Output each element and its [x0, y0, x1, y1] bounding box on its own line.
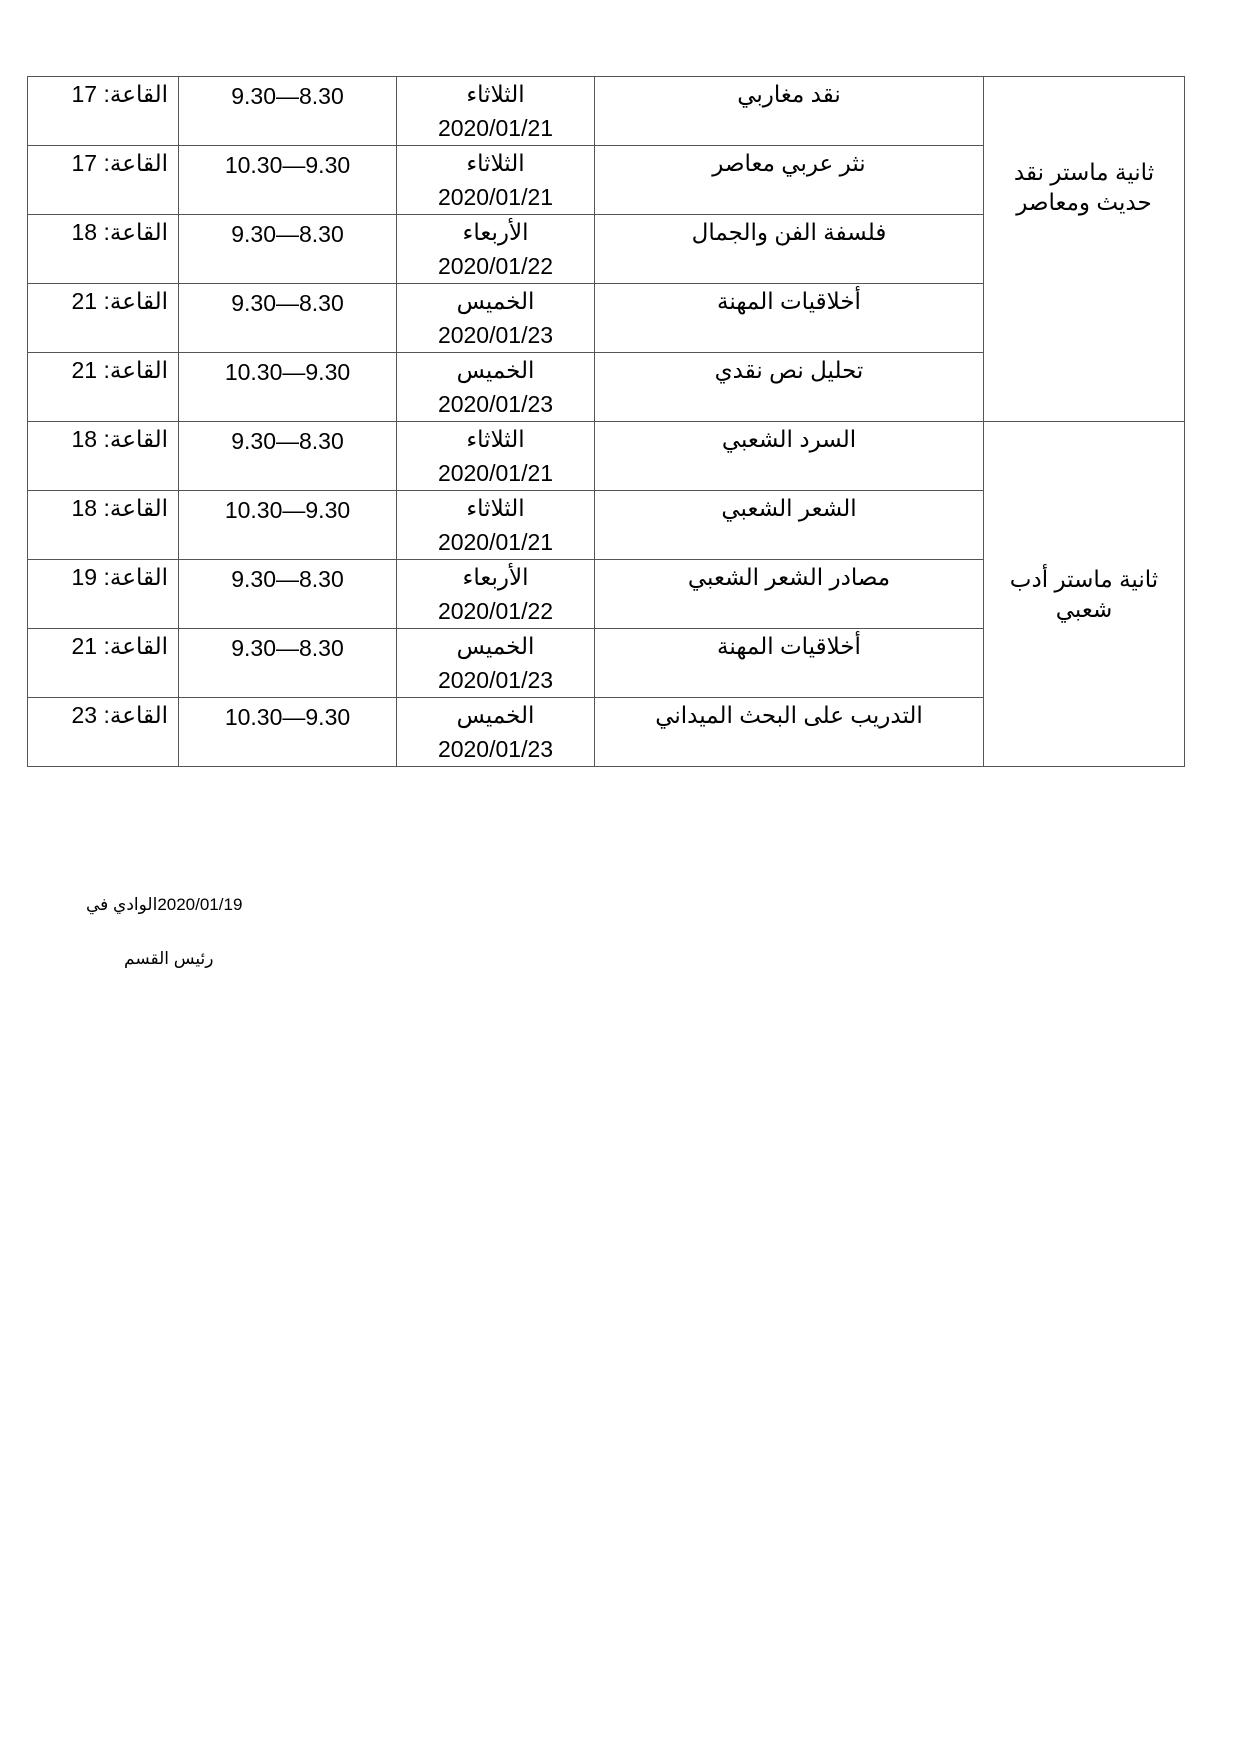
time-range: 9.30—8.30: [231, 428, 344, 454]
time-range: 10.30—9.30: [224, 704, 351, 730]
room-label: القاعة: 23: [71, 702, 168, 728]
subject-cell: مصادر الشعر الشعبي: [595, 560, 984, 629]
room-label: القاعة: 17: [71, 150, 168, 176]
time-range: 10.30—9.30: [224, 359, 351, 385]
subject-cell: أخلاقيات المهنة: [595, 284, 984, 353]
subject-cell: فلسفة الفن والجمال: [595, 215, 984, 284]
day-name: الثلاثاء: [466, 81, 525, 107]
day-name: الخميس: [456, 288, 535, 314]
day-name: الثلاثاء: [466, 495, 525, 521]
footer-place: الوادي في: [86, 895, 158, 914]
footer-date: 2020/01/19: [157, 895, 243, 914]
subject-cell: التدريب على البحث الميداني: [595, 698, 984, 767]
room-cell: [28, 353, 179, 422]
room-label: القاعة: 18: [71, 495, 168, 521]
room-label: القاعة: 19: [71, 564, 168, 590]
day-date-cell: [397, 146, 595, 215]
level-label: ثانية ماستر نقد حديث ومعاصر: [1013, 159, 1155, 215]
time-range: 10.30—9.30: [224, 497, 351, 523]
level-cell: [984, 422, 1185, 767]
exam-date: 2020/01/23: [437, 667, 554, 693]
time-range: 10.30—9.30: [224, 152, 351, 178]
room-label: القاعة: 21: [71, 288, 168, 314]
subject-cell: تحليل نص نقدي: [595, 353, 984, 422]
exam-date: 2020/01/22: [437, 253, 554, 279]
day-date-cell: [397, 698, 595, 767]
room-label: القاعة: 21: [71, 633, 168, 659]
level-label: ثانية ماستر أدب شعبي: [1009, 566, 1159, 622]
room-label: القاعة: 18: [71, 219, 168, 245]
exam-schedule-body: [28, 77, 1185, 767]
footer-place-date: [86, 895, 242, 915]
time-cell: [179, 491, 397, 560]
exam-date: 2020/01/23: [437, 322, 554, 348]
time-cell: [179, 698, 397, 767]
day-date-cell: [397, 284, 595, 353]
day-name: الخميس: [456, 702, 535, 728]
department-head-signature: رئيس القسم: [124, 949, 214, 968]
day-name: الأربعاء: [462, 564, 529, 590]
exam-date: 2020/01/21: [437, 184, 554, 210]
time-range: 9.30—8.30: [231, 635, 344, 661]
day-name: الخميس: [456, 633, 535, 659]
exam-date: 2020/01/23: [437, 391, 554, 417]
subject-cell: الشعر الشعبي: [595, 491, 984, 560]
exam-date: 2020/01/22: [437, 598, 554, 624]
room-cell: [28, 77, 179, 146]
exam-date: 2020/01/23: [437, 736, 554, 762]
time-cell: [179, 215, 397, 284]
time-range: 9.30—8.30: [231, 566, 344, 592]
subject-cell: أخلاقيات المهنة: [595, 629, 984, 698]
time-range: 9.30—8.30: [231, 290, 344, 316]
time-cell: [179, 629, 397, 698]
time-cell: [179, 560, 397, 629]
room-cell: [28, 491, 179, 560]
room-cell: [28, 629, 179, 698]
day-name: الخميس: [456, 357, 535, 383]
room-cell: [28, 422, 179, 491]
time-cell: [179, 77, 397, 146]
day-date-cell: [397, 215, 595, 284]
room-label: القاعة: 17: [71, 81, 168, 107]
time-cell: [179, 146, 397, 215]
schedule-row: [28, 422, 1185, 491]
day-date-cell: [397, 353, 595, 422]
room-cell: [28, 215, 179, 284]
time-cell: [179, 353, 397, 422]
level-cell: [984, 77, 1185, 422]
day-date-cell: [397, 629, 595, 698]
day-date-cell: [397, 560, 595, 629]
subject-cell: نقد مغاربي: [595, 77, 984, 146]
room-label: القاعة: 18: [71, 426, 168, 452]
time-cell: [179, 422, 397, 491]
day-name: الثلاثاء: [466, 150, 525, 176]
day-date-cell: [397, 491, 595, 560]
room-label: القاعة: 21: [71, 357, 168, 383]
exam-schedule-table: [27, 76, 1185, 767]
schedule-row: [28, 77, 1185, 146]
time-range: 9.30—8.30: [231, 221, 344, 247]
exam-date: 2020/01/21: [437, 115, 554, 141]
room-cell: [28, 698, 179, 767]
exam-date: 2020/01/21: [437, 529, 554, 555]
exam-date: 2020/01/21: [437, 460, 554, 486]
subject-cell: السرد الشعبي: [595, 422, 984, 491]
day-date-cell: [397, 77, 595, 146]
room-cell: [28, 146, 179, 215]
subject-cell: نثر عربي معاصر: [595, 146, 984, 215]
room-cell: [28, 560, 179, 629]
day-name: الأربعاء: [462, 219, 529, 245]
time-cell: [179, 284, 397, 353]
time-range: 9.30—8.30: [231, 83, 344, 109]
day-name: الثلاثاء: [466, 426, 525, 452]
day-date-cell: [397, 422, 595, 491]
room-cell: [28, 284, 179, 353]
